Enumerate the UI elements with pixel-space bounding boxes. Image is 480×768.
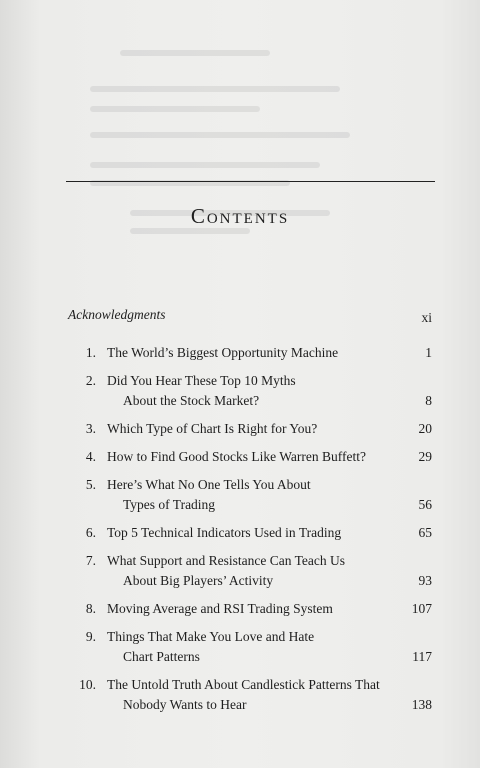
toc-list bbox=[0, 343, 480, 723]
toc-entry bbox=[0, 627, 480, 675]
chapter-page-number: 138 bbox=[411, 697, 432, 712]
acknowledgments-label: Acknowledgments bbox=[68, 307, 166, 322]
page-title: Contents bbox=[190, 204, 290, 228]
chapter-title-continued: About Big Players’ Activity bbox=[123, 573, 274, 588]
chapter-number: 8. bbox=[85, 601, 96, 616]
chapter-number: 2. bbox=[85, 373, 96, 388]
chapter-number: 5. bbox=[85, 477, 96, 492]
toc-entry bbox=[0, 371, 480, 419]
chapter-number: 1. bbox=[85, 345, 96, 360]
chapter-title: Here’s What No One Tells You About bbox=[107, 477, 311, 492]
chapter-page-number: 1 bbox=[425, 345, 432, 360]
toc-entry bbox=[0, 523, 480, 551]
chapter-number: 9. bbox=[85, 629, 96, 644]
toc-entry bbox=[0, 475, 480, 523]
toc-entry bbox=[0, 599, 480, 627]
chapter-title-continued: Types of Trading bbox=[123, 497, 216, 512]
chapter-page-number: 65 bbox=[418, 525, 432, 540]
chapter-title: Moving Average and RSI Trading System bbox=[107, 601, 333, 616]
chapter-page-number: 20 bbox=[418, 421, 432, 436]
chapter-title: The Untold Truth About Candlestick Patterns That bbox=[107, 677, 380, 692]
chapter-title: Things That Make You Love and Hate bbox=[107, 629, 315, 644]
chapter-page-number: 56 bbox=[418, 497, 432, 512]
chapter-title: Top 5 Technical Indicators Used in Trading bbox=[107, 525, 342, 540]
header-rule bbox=[66, 181, 435, 182]
toc-entry bbox=[0, 447, 480, 475]
show-through-text bbox=[90, 40, 430, 280]
chapter-number: 4. bbox=[85, 449, 96, 464]
toc-entry bbox=[0, 675, 480, 723]
chapter-number: 7. bbox=[85, 553, 96, 568]
chapter-number: 3. bbox=[85, 421, 96, 436]
toc-entry bbox=[0, 551, 480, 599]
chapter-title: Which Type of Chart Is Right for You? bbox=[107, 421, 318, 436]
acknowledgments-page-number: xi bbox=[421, 310, 432, 325]
chapter-title-continued: Chart Patterns bbox=[123, 649, 200, 664]
chapter-number: 6. bbox=[85, 525, 96, 540]
toc-entry bbox=[0, 419, 480, 447]
chapter-page-number: 8 bbox=[425, 393, 432, 408]
chapter-title: What Support and Resistance Can Teach Us bbox=[107, 553, 345, 568]
chapter-page-number: 117 bbox=[412, 649, 432, 664]
chapter-page-number: 29 bbox=[418, 449, 432, 464]
chapter-number: 10. bbox=[79, 677, 96, 692]
chapter-title-continued: About the Stock Market? bbox=[123, 393, 260, 408]
toc-entry bbox=[0, 343, 480, 371]
chapter-title-continued: Nobody Wants to Hear bbox=[123, 697, 247, 712]
chapter-page-number: 107 bbox=[411, 601, 432, 616]
chapter-title: How to Find Good Stocks Like Warren Buffett? bbox=[107, 449, 367, 464]
chapter-title: Did You Hear These Top 10 Myths bbox=[107, 373, 296, 388]
chapter-title: The World’s Biggest Opportunity Machine bbox=[107, 345, 339, 360]
chapter-page-number: 93 bbox=[418, 573, 432, 588]
